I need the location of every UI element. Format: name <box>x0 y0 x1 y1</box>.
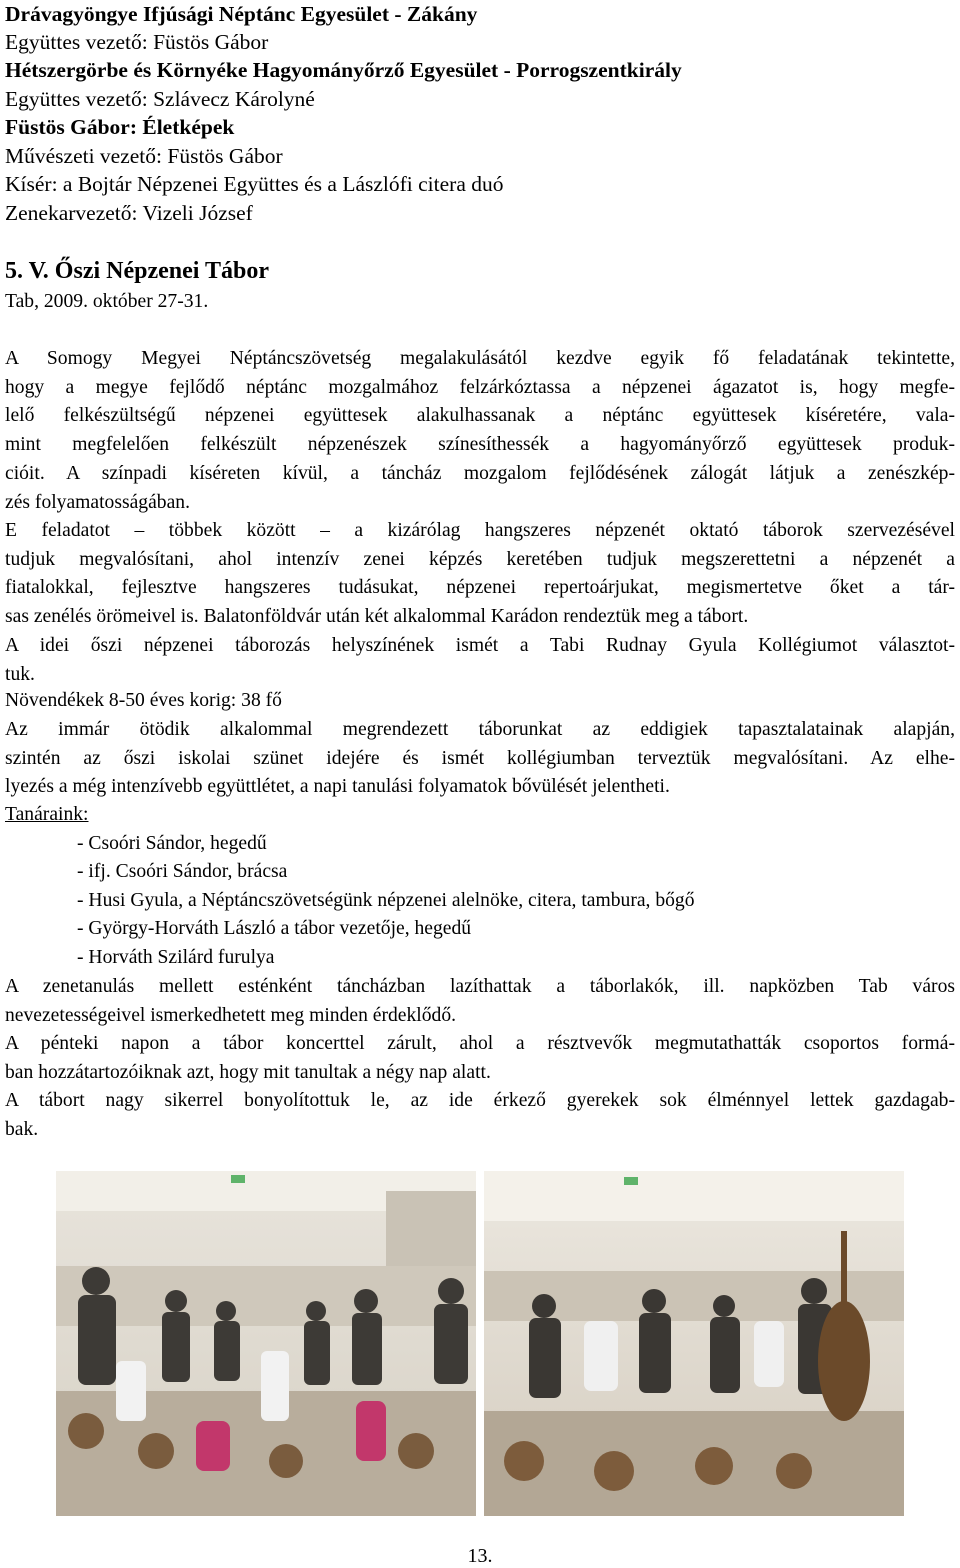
teacher-item: - Csoóri Sándor, hegedű <box>77 833 267 854</box>
paragraph-6 <box>5 1087 955 1144</box>
photo-flute-class-image <box>56 1171 476 1516</box>
paragraph-2-line: fiatalokkal, fejlesztve hangszeres tudásukat, népzenei repertoárjukat, megismertetve őket a tár- <box>5 577 955 599</box>
paragraph-1-line: cióit. A színpadi kíséreten kívül, a táncház mozgalom fejlődésének zálogát látjuk a zenészkép- <box>5 462 955 484</box>
header-line-8: Zenekarvezető: Vizeli József <box>5 201 253 225</box>
paragraph-4 <box>5 973 955 1030</box>
paragraph-1-line: zés folyamatosságában. <box>5 491 190 513</box>
paragraph-5-line: A pénteki napon a tábor koncerttel zárult, ahol a résztvevők megmutathatták csoportos formá- <box>5 1033 955 1054</box>
photo-violin-class-image <box>484 1171 904 1516</box>
paragraph-1-line: lelő felkészültségű népzenei együttesek alakulhassanak a néptánc együttesek kíséretére, vala- <box>5 405 955 427</box>
paragraph-2-line: tudjuk megvalósítani, ahol intenzív zenei képzés keretében tudjuk megszerettetni a népzenét a <box>5 548 955 570</box>
paragraph-6-line: A tábort nagy sikerrel bonyolítottuk le, az ide érkező gyerekek sok élménnyel lettek gazdagab- <box>5 1090 955 1111</box>
teacher-item: - Husi Gyula, a Néptáncszövetségünk népzenei alelnöke, citera, tambura, bőgő <box>77 890 695 911</box>
teachers-heading: Tanáraink: <box>5 804 89 825</box>
paragraph-1 <box>5 345 955 517</box>
header-line-1: Drávagyöngye Ifjúsági Néptánc Egyesület - Zákány <box>5 2 478 26</box>
paragraph-2-line: sas zenélés örömeivel is. Balatonföldvár után két alkalommal Karádon rendeztük meg a tábort. <box>5 606 749 628</box>
page-number: 13. <box>467 1545 493 1567</box>
header-line-3: Hétszergörbe és Környéke Hagyományőrző Egyesület - Porrogszentkirály <box>5 58 682 82</box>
paragraph-5-line: ban hozzátartozóiknak azt, hogy mit tanultak a négy nap alatt. <box>5 1061 491 1083</box>
paragraph-2-line: A idei őszi népzenei táborozás helyszínének ismét a Tabi Rudnay Gyula Kollégiumot választot- <box>5 634 955 656</box>
photo-violin-class <box>484 1171 904 1516</box>
header-line-4: Együttes vezető: Szlávecz Károlyné <box>5 87 315 111</box>
paragraph-3-line: lyezés a még intenzívebb együttlétet, a napi tanulási folyamatok bővülését jelentheti. <box>5 776 670 798</box>
paragraph-3 <box>5 716 955 802</box>
paragraph-6-line: bak. <box>5 1118 39 1140</box>
paragraph-2-line: tuk. <box>5 663 35 685</box>
paragraph-1-line: hogy a megye fejlődő néptánc mozgalmához felzárkóztassa a népzenei ágazatot is, hogy megfe- <box>5 376 955 398</box>
section-subtitle: Tab, 2009. október 27-31. <box>5 291 209 312</box>
paragraph-3-line: Az immár ötödik alkalommal megrendezett táborunkat az eddigiek tapasztalatainak alapján, <box>5 719 955 740</box>
section-title: 5. V. Őszi Népzenei Tábor <box>5 258 270 284</box>
paragraph-4-line: A zenetanulás mellett esténként táncházban lazíthattak a táborlakók, ill. napközben Tab város <box>5 976 955 997</box>
paragraph-2 <box>5 517 955 689</box>
photo-flute-class <box>56 1171 476 1516</box>
paragraph-2-line: E feladatot – többek között – a kizárólag hangszeres népzenét oktató táborok szervezésével <box>5 520 955 541</box>
paragraph-3-line: szintén az őszi iskolai szünet idejére és ismét kollégiumban terveztük megvalósítani. Az elhe- <box>5 747 955 769</box>
paragraph-4-line: nevezetességeivel ismerkedhetett meg minden érdeklődő. <box>5 1004 457 1026</box>
paragraph-1-line: A Somogy Megyei Néptáncszövetség megalakulásától kezdve egyik fő feladatának tekintette, <box>5 348 955 369</box>
header-line-6: Művészeti vezető: Füstös Gábor <box>5 144 283 168</box>
header-line-2: Együttes vezető: Füstös Gábor <box>5 30 269 54</box>
paragraph-5 <box>5 1030 955 1087</box>
header-line-7: Kísér: a Bojtár Népzenei Együttes és a Lászlófi citera duó <box>5 172 504 196</box>
teacher-item: - Horváth Szilárd furulya <box>77 947 275 968</box>
teacher-item: - ifj. Csoóri Sándor, brácsa <box>77 861 288 882</box>
teacher-item: - György-Horváth László a tábor vezetője, hegedű <box>77 918 472 939</box>
paragraph-1-line: mint megfelelően felkészült népzenészek színesíthessék a hagyományőrző együttesek produk- <box>5 434 955 456</box>
header-line-5: Füstös Gábor: Életképek <box>5 115 235 139</box>
participants-line: Növendékek 8-50 éves korig: 38 fő <box>5 690 282 711</box>
